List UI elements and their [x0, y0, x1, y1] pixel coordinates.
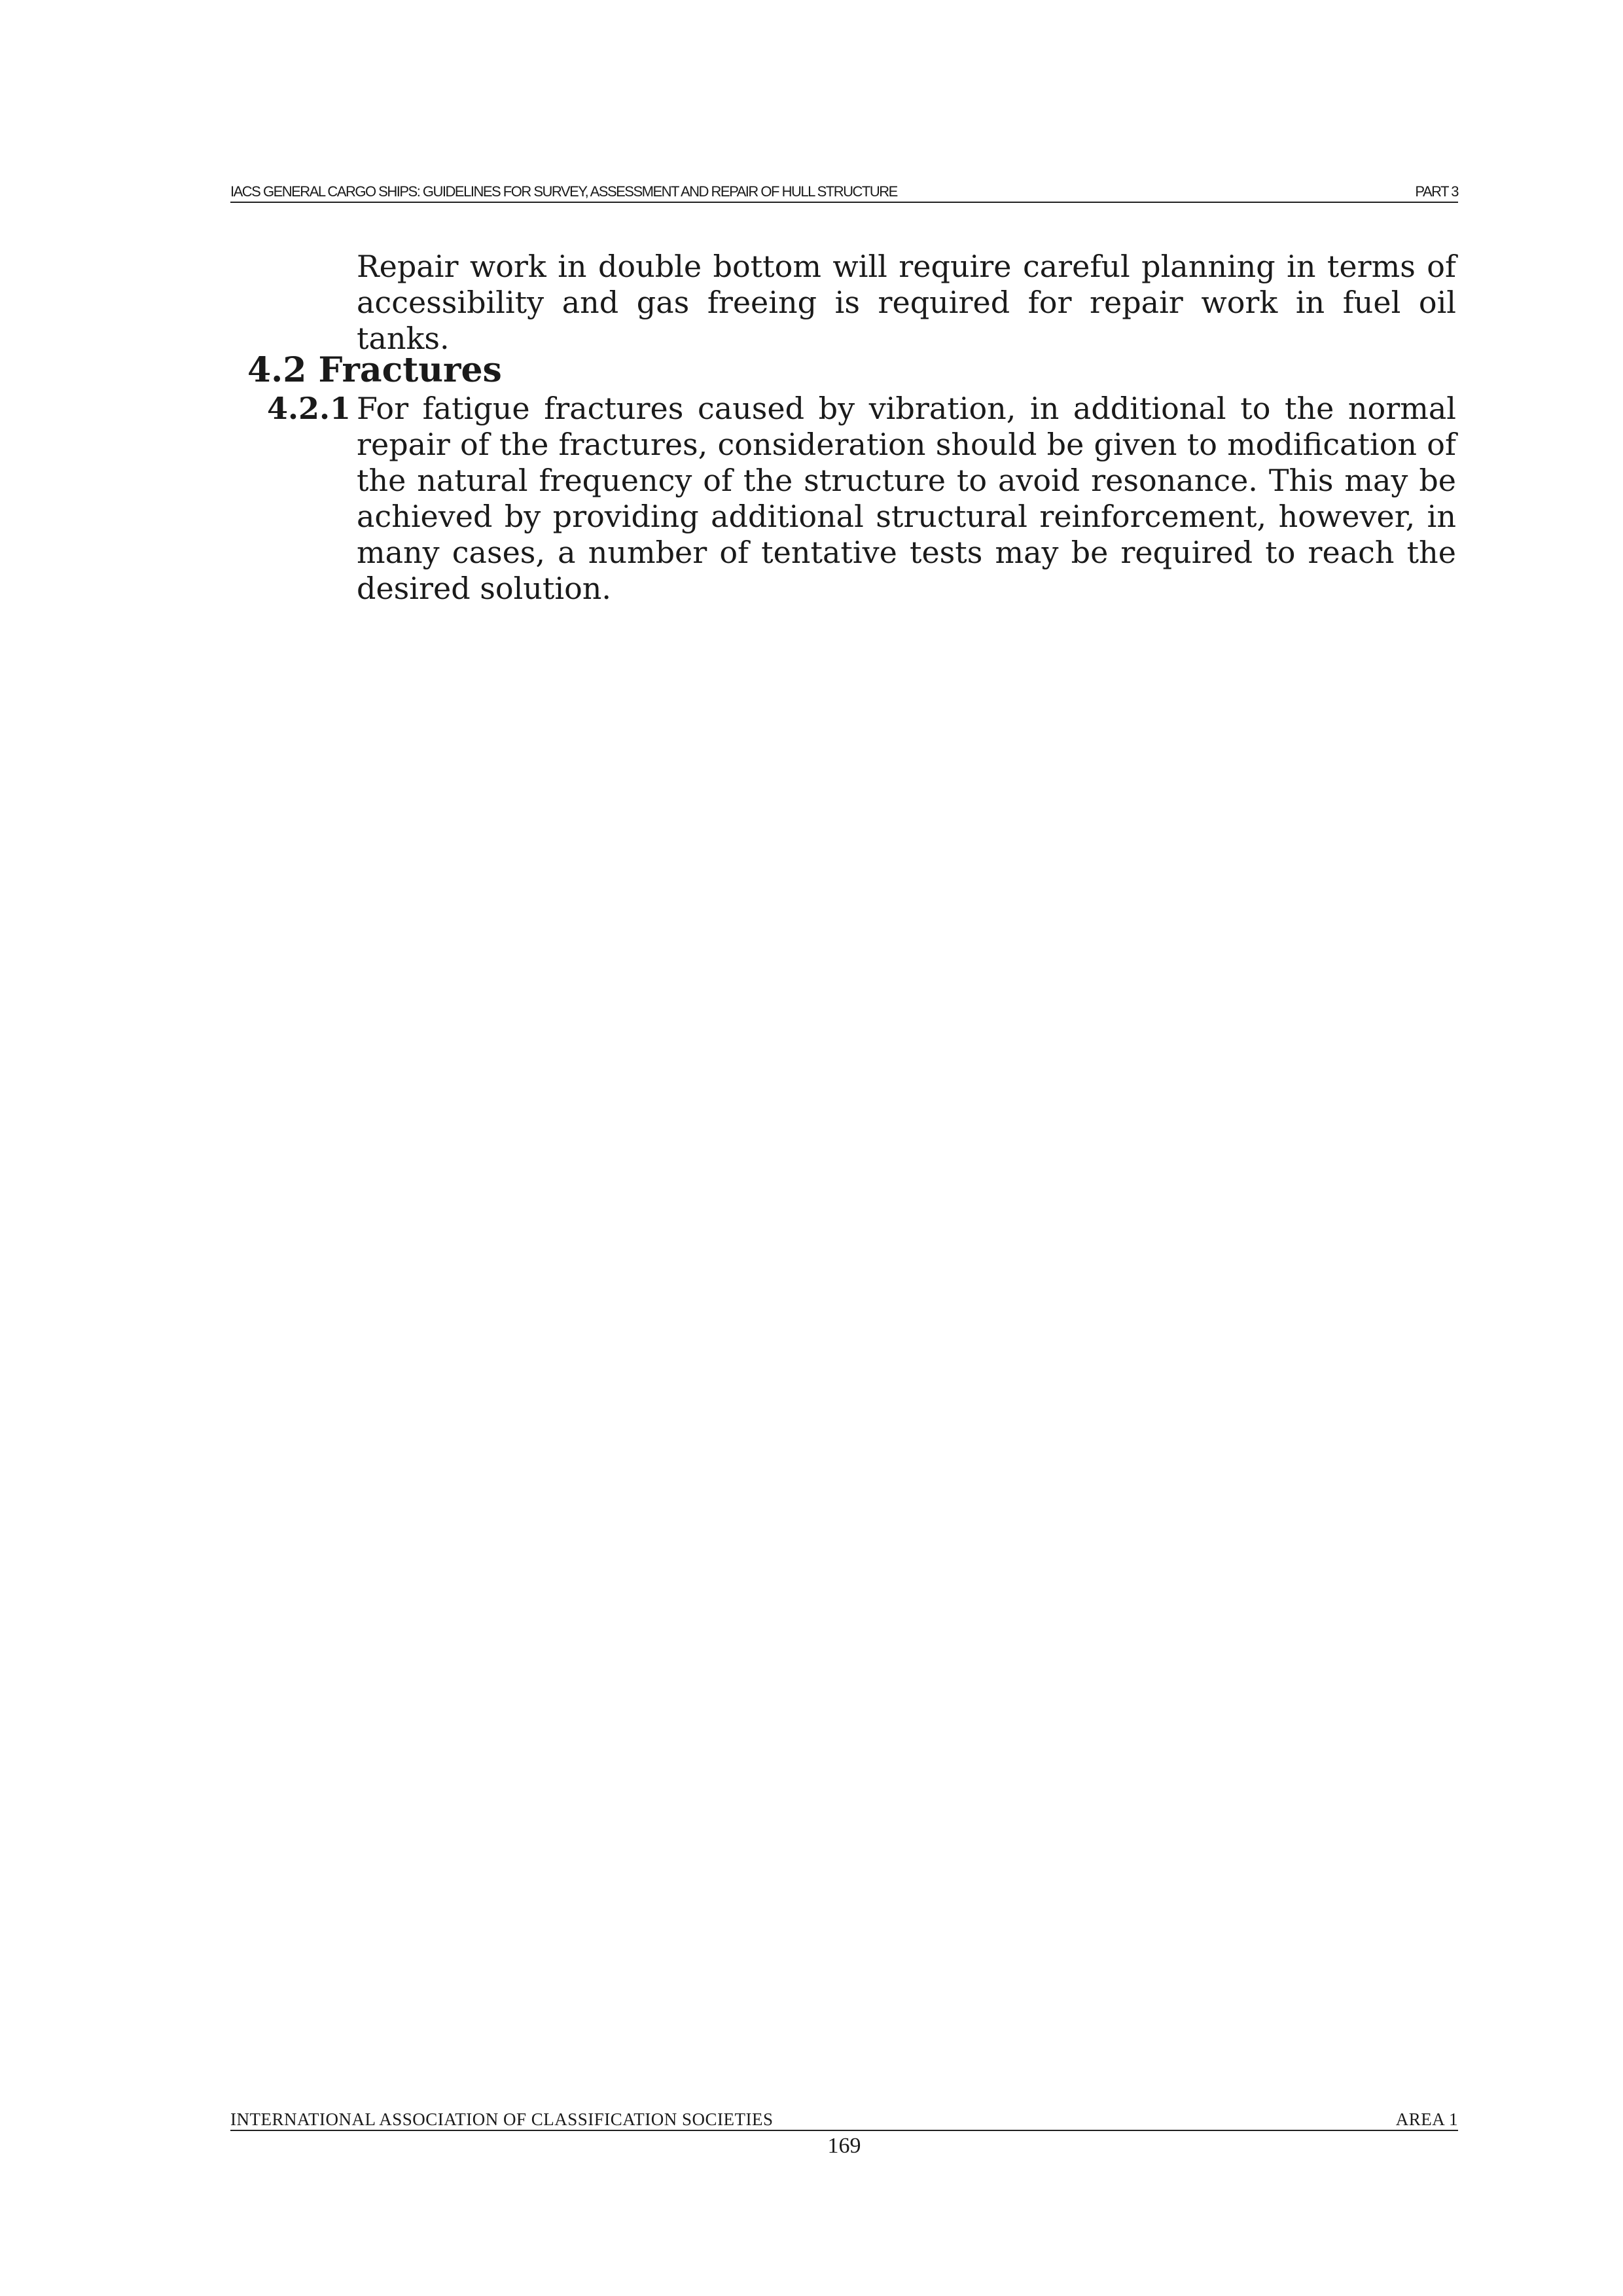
footer-area: AREA 1 — [1395, 2109, 1458, 2129]
running-footer — [230, 2106, 1458, 2131]
page-number: 169 — [827, 2134, 861, 2158]
subsection-number: 4.2.1 — [267, 391, 351, 426]
header-title: IACS GENERAL CARGO SHIPS: GUIDELINES FOR SURVEY, ASSESSMENT AND REPAIR OF HULL STRUCTURE — [230, 183, 897, 200]
footer-organization: INTERNATIONAL ASSOCIATION OF CLASSIFICATION SOCIETIES — [230, 2109, 774, 2129]
subsection-text: For fatigue fractures caused by vibration, in additional to the normal repair of the fractures, consideration should be given to modification of the natural frequency of the structure to avoid resonance. This may be achieved by providing additional structural reinforcement, however, in many cases, a number of tentative tests may be required to reach the desired solution. — [357, 391, 1456, 606]
running-header — [230, 178, 1458, 203]
header-part: PART 3 — [1415, 183, 1458, 200]
section-title: Fractures — [318, 350, 502, 390]
section-heading — [247, 350, 502, 391]
intro-paragraph: Repair work in double bottom will require careful planning in terms of accessibility and gas freeing is required for repair work in fuel oil tanks. — [357, 249, 1456, 356]
section-number: 4.2 — [247, 350, 307, 390]
